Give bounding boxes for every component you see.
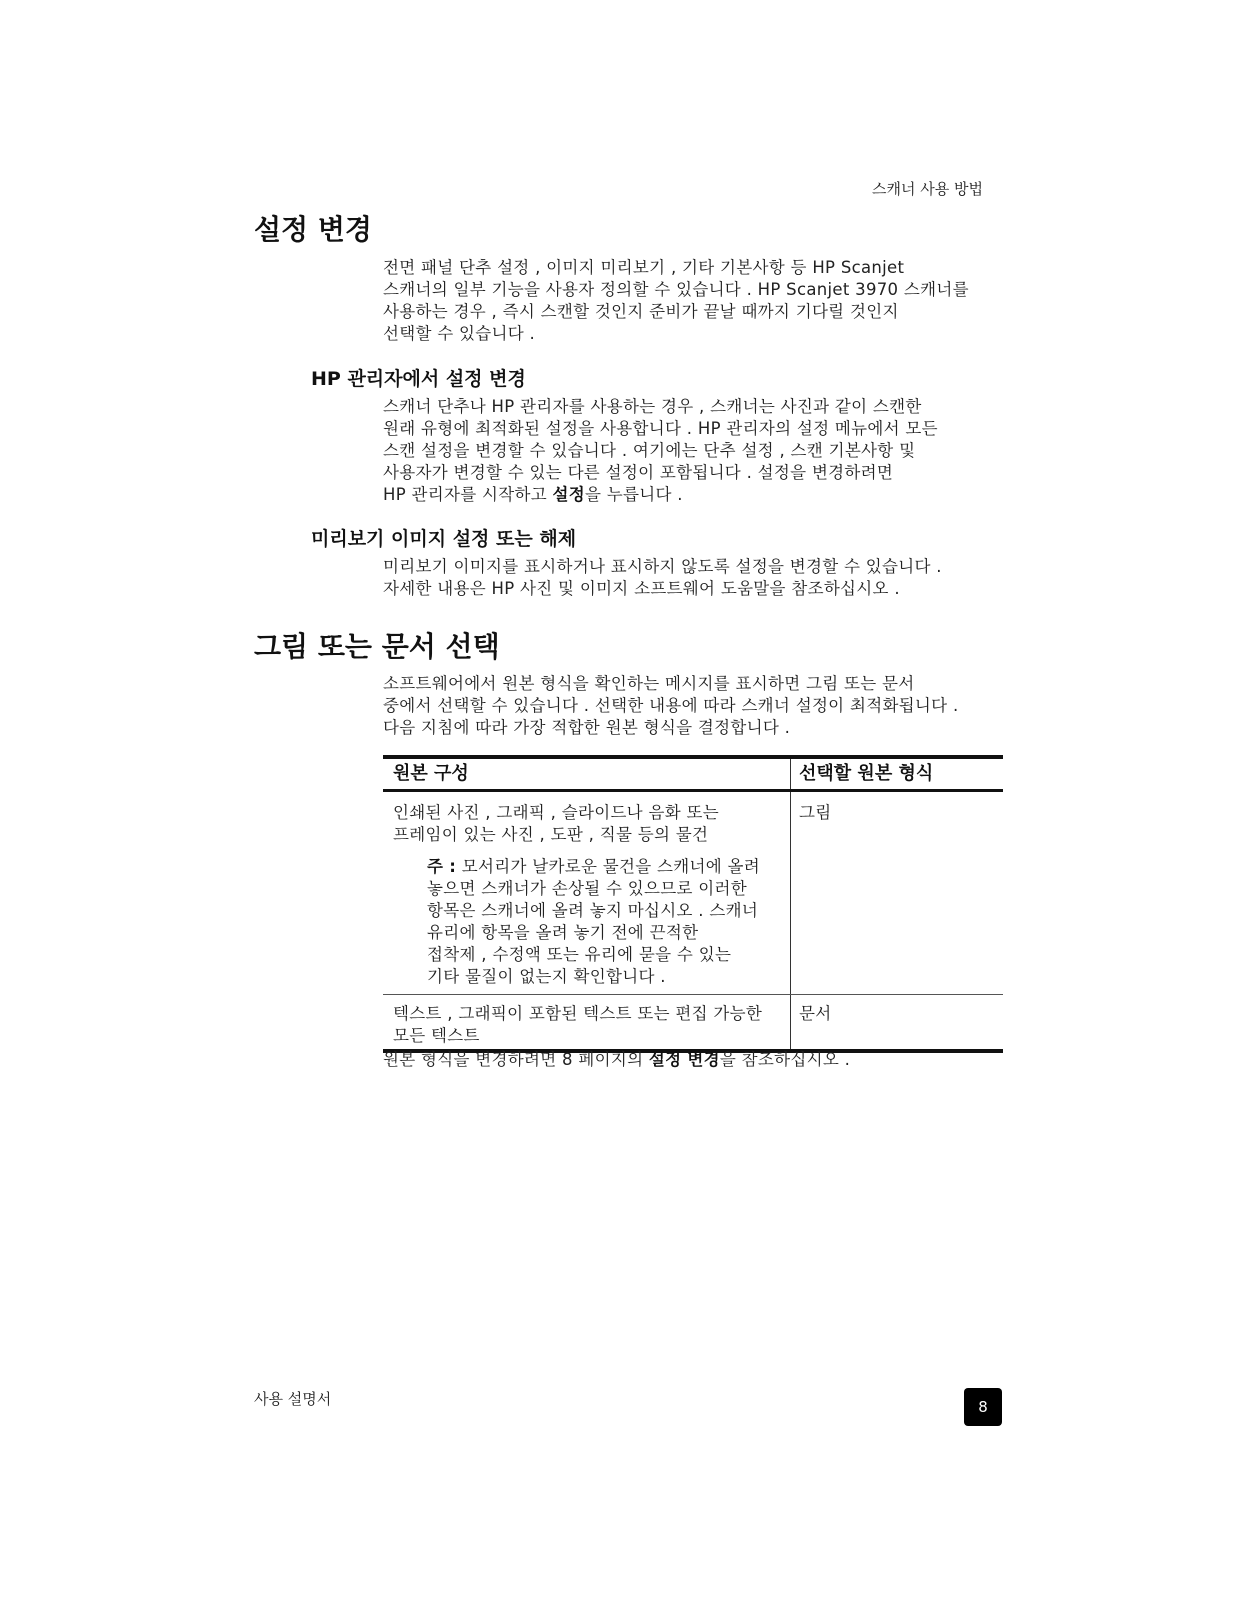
section-title-picture-or-document: 그림 또는 문서 선택 [254, 630, 500, 663]
change-settings-reference: 설정 변경 [648, 1050, 720, 1069]
table-row [383, 995, 1003, 1049]
table-cell-type: 문서 [799, 1004, 832, 1023]
text-span: 모서리가 날카로운 물건을 스캐너에 올려 [456, 857, 760, 876]
text-line: 모든 텍스트 [393, 1026, 480, 1045]
text-line [383, 484, 1003, 506]
subsection1-body [383, 396, 1003, 506]
table-header-row [383, 759, 1003, 789]
subsection-title-preview: 미리보기 이미지 설정 또는 해제 [311, 528, 577, 550]
text-span: 을 참조하십시오 . [719, 1050, 851, 1069]
section-title-change-settings: 설정 변경 [254, 213, 372, 246]
text-line: 다음 지침에 따라 가장 적합한 원본 형식을 결정합니다 . [383, 718, 791, 737]
table-cell-original [383, 995, 791, 1049]
text-line: 중에서 선택할 수 있습니다 . 선택한 내용에 따라 스캐너 설정이 최적화됩니다 . [383, 696, 959, 715]
text-line: 미리보기 이미지를 표시하거나 표시하지 않도록 설정을 변경할 수 있습니다 . [383, 557, 942, 576]
column-header-type: 선택할 원본 형식 [799, 763, 934, 784]
column-header-original: 원본 구성 [383, 759, 791, 789]
table-cell-type: 그림 [799, 803, 832, 822]
text-line: 프레임이 있는 사진 , 도판 , 직물 등의 물건 [393, 825, 709, 844]
section2-intro [383, 673, 1003, 739]
section2-footer-note [383, 1049, 1003, 1071]
running-header: 스캐너 사용 방법 [872, 180, 983, 198]
caution-note [427, 856, 782, 988]
text-line: 스캐너 단추나 HP 관리자를 사용하는 경우 , 스캐너는 사진과 같이 스캔한 [383, 397, 922, 416]
table-cell-original [383, 792, 791, 994]
text-line: 선택할 수 있습니다 . [383, 324, 536, 343]
text-line: 원래 유형에 최적화된 설정을 사용합니다 . HP 관리자의 설정 메뉴에서 모든 [383, 419, 938, 438]
text-line: 인쇄된 사진 , 그래픽 , 슬라이드나 음화 또는 [393, 803, 719, 822]
text-line: 텍스트 , 그래픽이 포함된 텍스트 또는 편집 가능한 [393, 1004, 763, 1023]
text-line: 사용자가 변경할 수 있는 다른 설정이 포함됩니다 . 설정을 변경하려면 [383, 463, 894, 482]
text-span: HP 관리자를 시작하고 [383, 485, 553, 504]
text-span: 을 누릅니다 . [585, 485, 683, 504]
footer-manual-title: 사용 설명서 [254, 1390, 332, 1408]
table-row [383, 792, 1003, 994]
text-line: 자세한 내용은 HP 사진 및 이미지 소프트웨어 도움말을 참조하십시오 . [383, 579, 900, 598]
note-label: 주 : [427, 857, 457, 876]
subsection2-body [383, 556, 1003, 600]
text-line: 놓으면 스캐너가 손상될 수 있으므로 이러한 [427, 879, 748, 898]
text-line: 항목은 스캐너에 올려 놓지 마십시오 . 스캐너 [427, 901, 759, 920]
text-line [383, 1049, 1003, 1071]
page-number-badge: 8 [964, 1388, 1002, 1426]
text-span: 원본 형식을 변경하려면 8 페이지의 [383, 1050, 649, 1069]
text-line [427, 856, 782, 878]
text-line: 스캐너의 일부 기능을 사용자 정의할 수 있습니다 . HP Scanjet 3970 스캐너를 [383, 280, 969, 299]
text-line: 유리에 항목을 올려 놓기 전에 끈적한 [427, 923, 699, 942]
text-line: 접착제 , 수정액 또는 유리에 묻을 수 있는 [427, 945, 732, 964]
text-line: 소프트웨어에서 원본 형식을 확인하는 메시지를 표시하면 그림 또는 문서 [383, 674, 915, 693]
original-type-table [383, 755, 1003, 1053]
text-line: 스캔 설정을 변경할 수 있습니다 . 여기에는 단추 설정 , 스캔 기본사항 및 [383, 441, 916, 460]
subsection-title-hp-director: HP 관리자에서 설정 변경 [311, 368, 526, 390]
text-line: 사용하는 경우 , 즉시 스캔할 것인지 준비가 끝날 때까지 기다릴 것인지 [383, 302, 899, 321]
settings-emphasis: 설정 [552, 485, 585, 504]
text-line: 기타 물질이 없는지 확인합니다 . [427, 967, 666, 986]
text-line: 전면 패널 단추 설정 , 이미지 미리보기 , 기타 기본사항 등 HP Scanjet [383, 258, 905, 277]
section1-intro [383, 257, 1003, 345]
